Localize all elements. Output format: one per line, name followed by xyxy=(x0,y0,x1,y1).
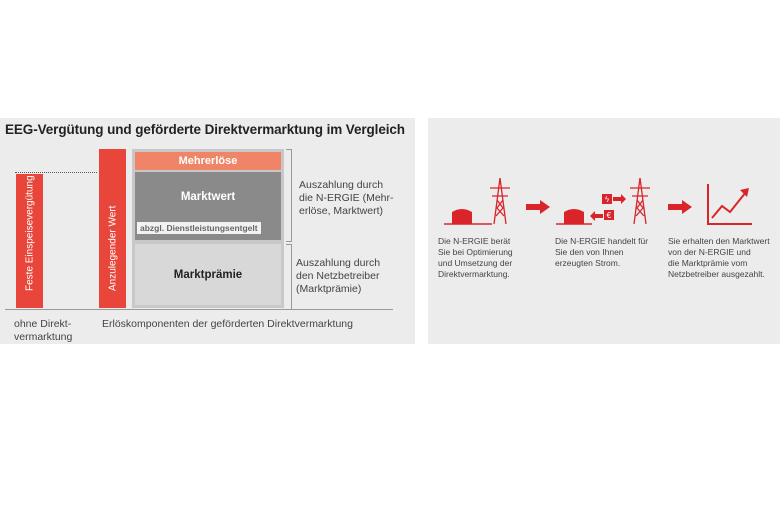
power-plant-tower-icon xyxy=(442,176,522,230)
fixed-feed-in-label: Feste Einspeisevergütung xyxy=(24,175,35,291)
diagram-title: EEG-Vergütung und geförderte Direktvermarktung im Vergleich xyxy=(5,122,405,137)
mehrerloese-label: Mehrerlöse xyxy=(178,155,238,167)
energy-trading-icon xyxy=(556,176,656,230)
lower-payout-note: Auszahlung durch den Netzbetreiber (Marktprämie) xyxy=(296,257,381,295)
anzulegender-wert-bar xyxy=(99,149,126,308)
baseline-axis xyxy=(5,309,393,310)
comparison-diagram-panel xyxy=(0,118,415,344)
growth-chart-icon xyxy=(704,184,754,226)
marktpraemie-segment xyxy=(135,244,281,305)
euro-symbol: € xyxy=(606,211,612,220)
step-2-text: Die N-ERGIE handelt für Sie den von Ihnen erzeugten Strom. xyxy=(555,236,649,268)
arrow-right-icon xyxy=(526,200,550,214)
upper-brace xyxy=(286,149,292,242)
marktwert-label: Marktwert xyxy=(180,191,236,203)
lower-brace xyxy=(286,244,292,310)
step-1-text: Die N-ERGIE berät Sie bei Optimierung und Umsetzung der Direktvermarktung. xyxy=(438,236,513,279)
marktwert-segment xyxy=(135,172,281,240)
arrow-right-icon xyxy=(668,200,692,214)
process-steps-panel xyxy=(428,118,780,344)
without-direct-marketing-label: ohne Direkt- vermarktung xyxy=(14,318,73,343)
reference-dotted-line xyxy=(15,172,97,173)
step-3-text: Sie erhalten den Marktwert von der N-ERGIE und die Marktprämie vom Netzbetreiber ausgezahlt. xyxy=(668,236,770,279)
revenue-components-label: Erlöskomponenten der geförderten Direktvermarktung xyxy=(102,318,353,330)
upper-payout-note: Auszahlung durch die N-ERGIE (Mehr- erlöse, Marktwert) xyxy=(299,179,394,217)
dienstleistung-label: abzgl. Dienstleistungsentgelt xyxy=(137,222,261,234)
lightning-symbol: ϟ xyxy=(604,195,610,204)
marktpraemie-label: Marktprämie xyxy=(173,268,243,281)
mehrerloese-segment xyxy=(135,152,281,170)
anzulegender-wert-label: Anzulegender Wert xyxy=(107,205,118,291)
fixed-feed-in-bar xyxy=(16,174,43,308)
